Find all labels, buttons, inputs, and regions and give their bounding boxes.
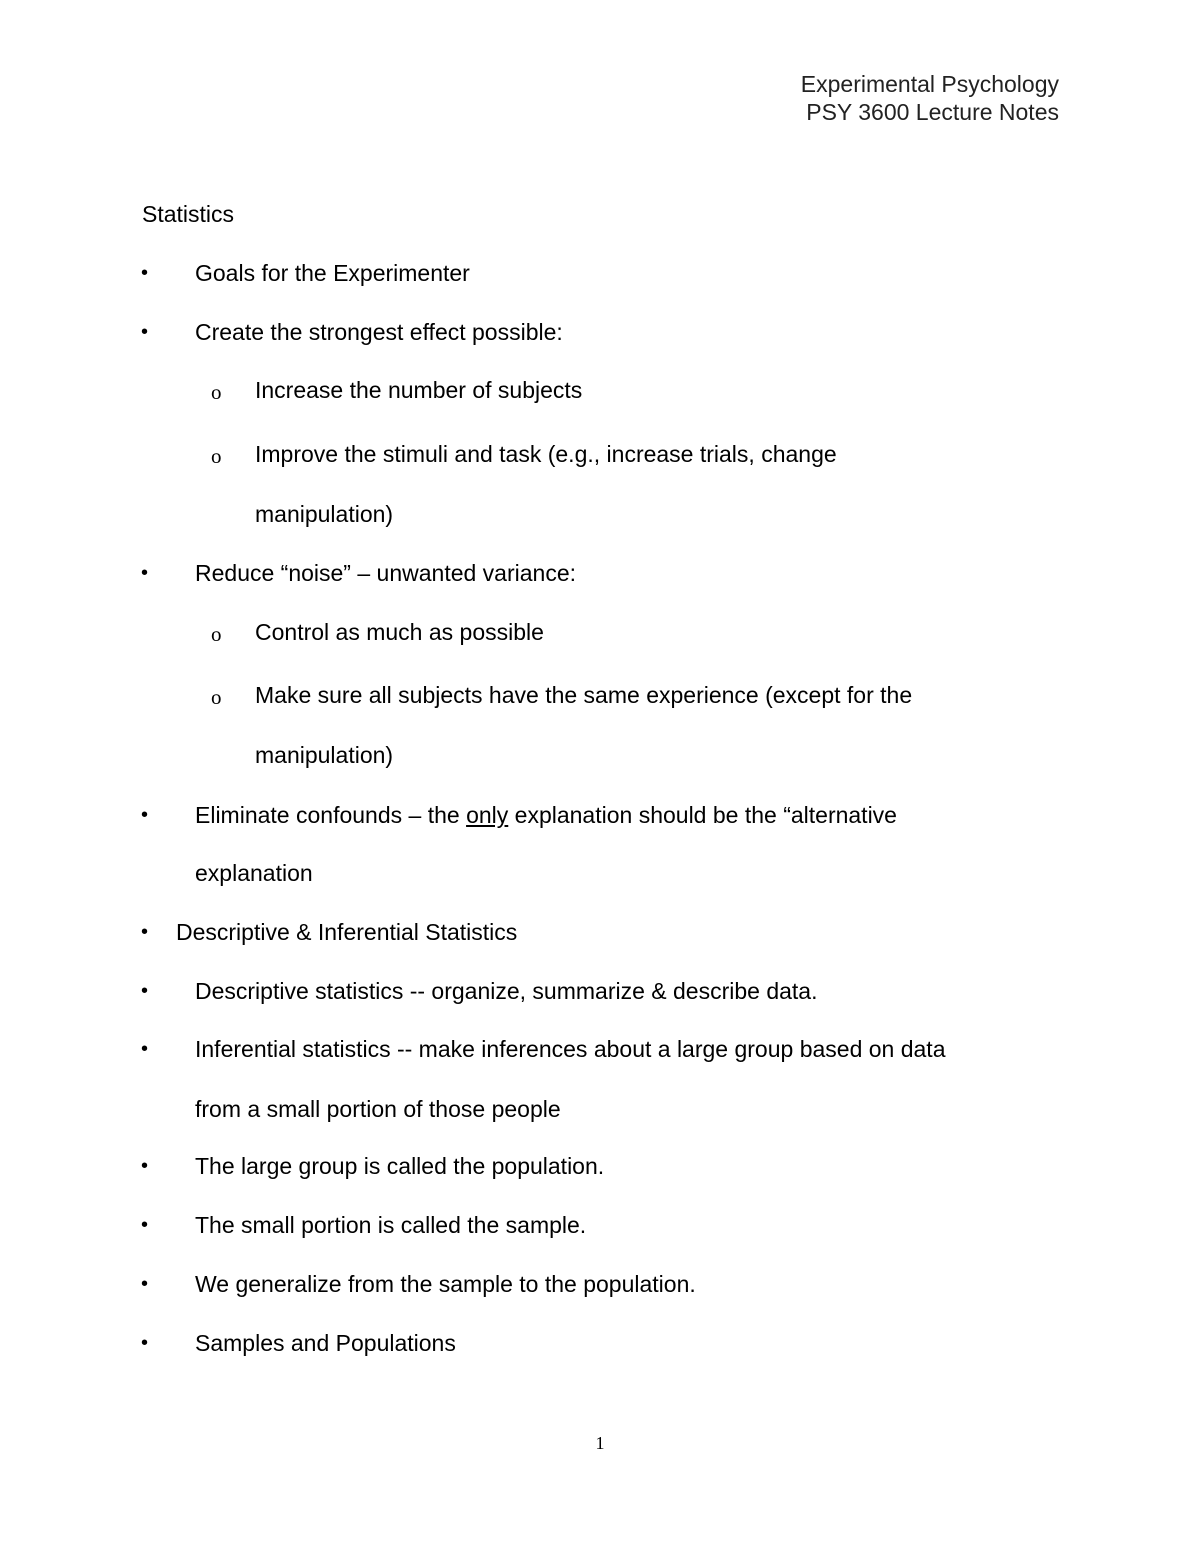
- list-item: Samples and Populations: [195, 1330, 456, 1356]
- list-item: Goals for the Experimenter: [195, 260, 470, 286]
- page-number: 1: [595, 1433, 605, 1453]
- sub-list-item-continuation: manipulation): [255, 742, 394, 768]
- list-item-continuation: from a small portion of those people: [195, 1096, 561, 1122]
- list-item: [195, 800, 897, 830]
- bullet-icon: •: [141, 921, 149, 943]
- bullet-icon: •: [141, 1038, 149, 1060]
- list-item-continuation: explanation: [195, 860, 313, 886]
- list-item: Create the strongest effect possible:: [195, 319, 563, 345]
- bullet-icon: •: [141, 1155, 149, 1177]
- underlined-word: only: [466, 802, 509, 828]
- bullet-icon: •: [141, 262, 149, 284]
- section-title: Statistics: [142, 201, 235, 227]
- list-item: Descriptive statistics -- organize, summarize & describe data.: [195, 978, 818, 1004]
- bullet-icon: •: [141, 321, 149, 343]
- bullet-icon: •: [141, 562, 149, 584]
- bullet-icon: •: [141, 980, 149, 1002]
- list-item: The large group is called the population.: [195, 1153, 605, 1179]
- sub-list-item: Control as much as possible: [255, 619, 544, 645]
- bullet-icon: •: [141, 804, 149, 826]
- text-run: Eliminate confounds – the: [195, 802, 467, 828]
- sub-list-item-continuation: manipulation): [255, 501, 394, 527]
- text-run: explanation should be the “alternative: [508, 802, 897, 828]
- sub-list-item: Increase the number of subjects: [255, 377, 583, 403]
- list-item: Descriptive & Inferential Statistics: [176, 919, 518, 945]
- bullet-icon: •: [141, 1332, 149, 1354]
- list-item: The small portion is called the sample.: [195, 1212, 587, 1238]
- bullet-icon: •: [141, 1273, 149, 1295]
- bullet-icon: •: [141, 1214, 149, 1236]
- sub-bullet-icon: o: [211, 444, 222, 468]
- sub-list-item: Improve the stimuli and task (e.g., increase trials, change: [255, 441, 837, 467]
- sub-list-item: Make sure all subjects have the same experience (except for the: [255, 682, 913, 708]
- sub-bullet-icon: o: [211, 622, 222, 646]
- header-course: Experimental Psychology: [800, 71, 1059, 97]
- page-header: [801, 70, 1059, 126]
- sub-bullet-icon: o: [211, 685, 222, 709]
- list-item: We generalize from the sample to the population.: [195, 1271, 696, 1297]
- sub-bullet-icon: o: [211, 380, 222, 404]
- list-item: Reduce “noise” – unwanted variance:: [195, 560, 577, 586]
- header-notes: PSY 3600 Lecture Notes: [806, 99, 1059, 125]
- list-item: Inferential statistics -- make inferences about a large group based on data: [195, 1036, 946, 1062]
